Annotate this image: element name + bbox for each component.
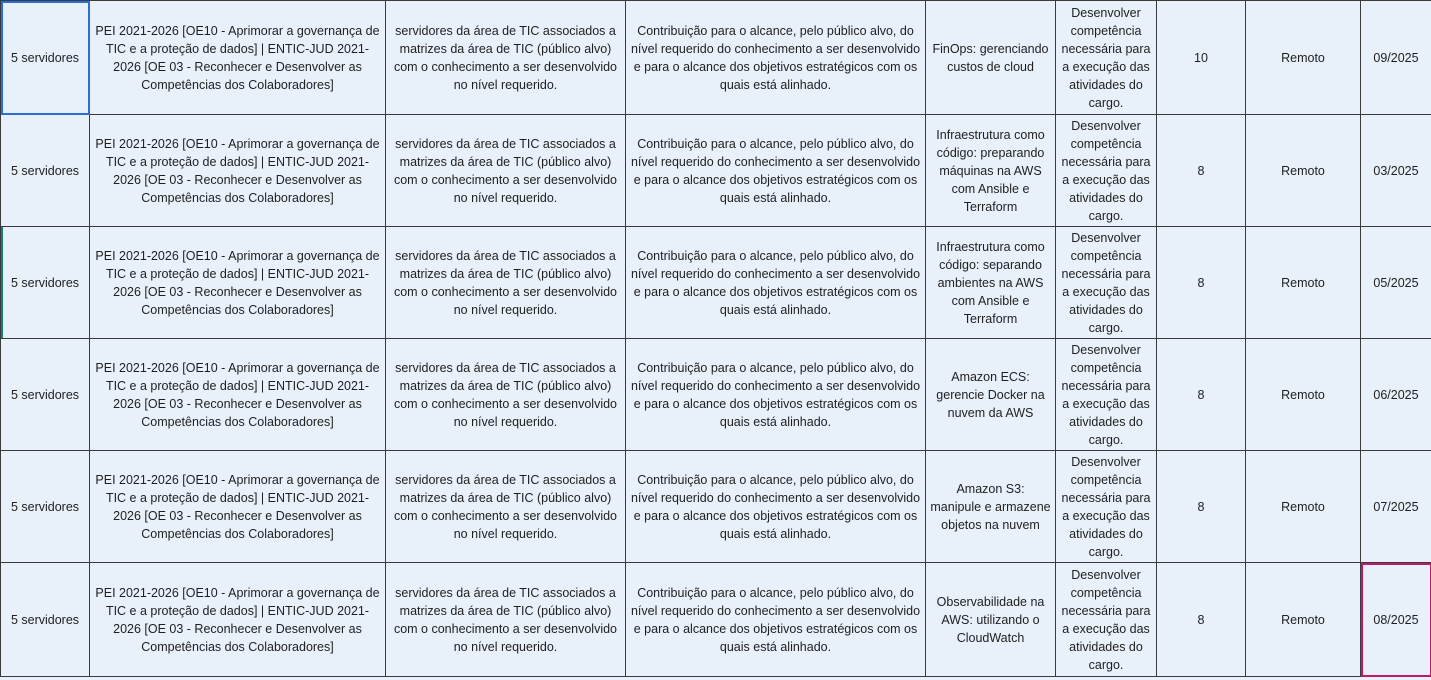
cell-alinhamento[interactable]: PEI 2021-2026 [OE10 - Aprimorar a governança de TIC e a proteção de dados] | ENTIC-JUD 2021-2026 [OE 03 - Reconhecer e Desenvolver as Competências dos Colaboradores] [90,339,386,451]
cell-quantidade[interactable]: 5 servidores [1,563,90,677]
cell-objetivo[interactable]: Desenvolver competência necessária para a execução das atividades do cargo. [1056,339,1157,451]
cell-resultado-esperado[interactable]: Contribuição para o alcance, pelo público alvo, do nível requerido do conhecimento a ser desenvolvido e para o alcance dos objetivos estratégicos com os quais está alinhado. [626,227,926,339]
cell-data[interactable]: 05/2025 [1361,227,1431,339]
cell-objetivo[interactable]: Desenvolver competência necessária para a execução das atividades do cargo. [1056,115,1157,227]
cell-modalidade[interactable]: Remoto [1246,115,1361,227]
table-row [1,339,1431,451]
cell-modalidade[interactable]: Remoto [1246,451,1361,563]
table-row [1,1,1431,115]
cell-carga-horaria[interactable]: 8 [1157,451,1246,563]
cell-resultado-esperado[interactable]: Contribuição para o alcance, pelo público alvo, do nível requerido do conhecimento a ser desenvolvido e para o alcance dos objetivos estratégicos com os quais está alinhado. [626,563,926,677]
cell-tema[interactable]: Observabilidade na AWS: utilizando o CloudWatch [926,563,1056,677]
cell-resultado-esperado[interactable]: Contribuição para o alcance, pelo público alvo, do nível requerido do conhecimento a ser desenvolvido e para o alcance dos objetivos estratégicos com os quais está alinhado. [626,1,926,115]
cell-alinhamento[interactable]: PEI 2021-2026 [OE10 - Aprimorar a governança de TIC e a proteção de dados] | ENTIC-JUD 2021-2026 [OE 03 - Reconhecer e Desenvolver as Competências dos Colaboradores] [90,227,386,339]
cell-alinhamento[interactable]: PEI 2021-2026 [OE10 - Aprimorar a governança de TIC e a proteção de dados] | ENTIC-JUD 2021-2026 [OE 03 - Reconhecer e Desenvolver as Competências dos Colaboradores] [90,115,386,227]
cell-quantidade[interactable]: 5 servidores [1,115,90,227]
cell-alinhamento[interactable]: PEI 2021-2026 [OE10 - Aprimorar a governança de TIC e a proteção de dados] | ENTIC-JUD 2021-2026 [OE 03 - Reconhecer e Desenvolver as Competências dos Colaboradores] [90,563,386,677]
cell-resultado-esperado[interactable]: Contribuição para o alcance, pelo público alvo, do nível requerido do conhecimento a ser desenvolvido e para o alcance dos objetivos estratégicos com os quais está alinhado. [626,115,926,227]
cell-modalidade[interactable]: Remoto [1246,1,1361,115]
cell-tema[interactable]: Amazon ECS: gerencie Docker na nuvem da AWS [926,339,1056,451]
cell-data[interactable]: 06/2025 [1361,339,1431,451]
cell-quantidade[interactable]: 5 servidores [1,227,90,339]
cell-objetivo[interactable]: Desenvolver competência necessária para a execução das atividades do cargo. [1056,451,1157,563]
cell-objetivo[interactable]: Desenvolver competência necessária para a execução das atividades do cargo. [1056,563,1157,677]
cell-modalidade[interactable]: Remoto [1246,563,1361,677]
table-row [1,563,1431,677]
table-row [1,227,1431,339]
cell-resultado-esperado[interactable]: Contribuição para o alcance, pelo público alvo, do nível requerido do conhecimento a ser desenvolvido e para o alcance dos objetivos estratégicos com os quais está alinhado. [626,451,926,563]
cell-carga-horaria[interactable]: 8 [1157,563,1246,677]
cell-quantidade[interactable]: 5 servidores [1,339,90,451]
cell-tema[interactable]: Infraestrutura como código: preparando máquinas na AWS com Ansible e Terraform [926,115,1056,227]
cell-quantidade[interactable]: 5 servidores [1,451,90,563]
cell-publico-alvo[interactable]: servidores da área de TIC associados a matrizes da área de TIC (público alvo) com o conhecimento a ser desenvolvido no nível requerido. [386,115,626,227]
cell-alinhamento[interactable]: PEI 2021-2026 [OE10 - Aprimorar a governança de TIC e a proteção de dados] | ENTIC-JUD 2021-2026 [OE 03 - Reconhecer e Desenvolver as Competências dos Colaboradores] [90,1,386,115]
cell-tema[interactable]: Amazon S3: manipule e armazene objetos na nuvem [926,451,1056,563]
cell-quantidade[interactable]: 5 servidores [1,1,90,115]
cell-alinhamento[interactable]: PEI 2021-2026 [OE10 - Aprimorar a governança de TIC e a proteção de dados] | ENTIC-JUD 2021-2026 [OE 03 - Reconhecer e Desenvolver as Competências dos Colaboradores] [90,451,386,563]
cell-modalidade[interactable]: Remoto [1246,227,1361,339]
cell-objetivo[interactable]: Desenvolver competência necessária para a execução das atividades do cargo. [1056,1,1157,115]
cell-publico-alvo[interactable]: servidores da área de TIC associados a matrizes da área de TIC (público alvo) com o conhecimento a ser desenvolvido no nível requerido. [386,451,626,563]
cell-publico-alvo[interactable]: servidores da área de TIC associados a matrizes da área de TIC (público alvo) com o conhecimento a ser desenvolvido no nível requerido. [386,1,626,115]
cell-carga-horaria[interactable]: 8 [1157,339,1246,451]
cell-carga-horaria[interactable]: 8 [1157,115,1246,227]
cell-data[interactable]: 07/2025 [1361,451,1431,563]
cell-tema[interactable]: Infraestrutura como código: separando ambientes na AWS com Ansible e Terraform [926,227,1056,339]
cell-modalidade[interactable]: Remoto [1246,339,1361,451]
cell-publico-alvo[interactable]: servidores da área de TIC associados a matrizes da área de TIC (público alvo) com o conhecimento a ser desenvolvido no nível requerido. [386,339,626,451]
table-row [1,115,1431,227]
cell-publico-alvo[interactable]: servidores da área de TIC associados a matrizes da área de TIC (público alvo) com o conhecimento a ser desenvolvido no nível requerido. [386,227,626,339]
cell-carga-horaria[interactable]: 10 [1157,1,1246,115]
table-row [1,451,1431,563]
cell-objetivo[interactable]: Desenvolver competência necessária para a execução das atividades do cargo. [1056,227,1157,339]
cell-data[interactable]: 03/2025 [1361,115,1431,227]
cell-data[interactable]: 09/2025 [1361,1,1431,115]
cell-carga-horaria[interactable]: 8 [1157,227,1246,339]
cell-tema[interactable]: FinOps: gerenciando custos de cloud [926,1,1056,115]
cell-resultado-esperado[interactable]: Contribuição para o alcance, pelo público alvo, do nível requerido do conhecimento a ser desenvolvido e para o alcance dos objetivos estratégicos com os quais está alinhado. [626,339,926,451]
cell-data[interactable]: 08/2025 [1361,563,1431,677]
cell-publico-alvo[interactable]: servidores da área de TIC associados a matrizes da área de TIC (público alvo) com o conhecimento a ser desenvolvido no nível requerido. [386,563,626,677]
